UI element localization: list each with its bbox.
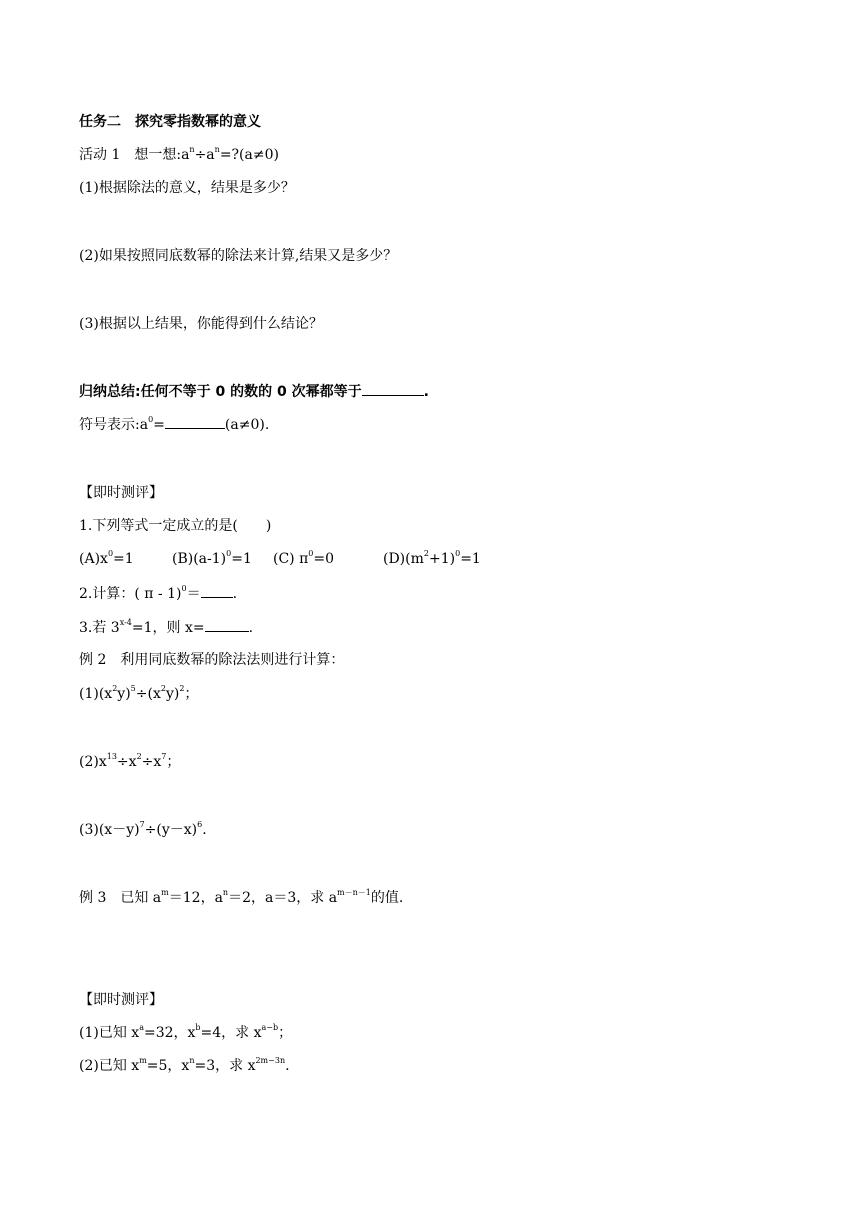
activity1-mid: ÷a — [194, 147, 215, 163]
quiz2-heading: 【即时测评】 — [79, 992, 163, 1008]
exponent: 2 — [160, 684, 166, 694]
exponent: x-4 — [119, 618, 132, 628]
text: =3，求 x — [194, 1058, 256, 1074]
quiz1-options — [79, 549, 499, 569]
text: =4，求 x — [200, 1025, 262, 1041]
exponent: a−b — [261, 1023, 279, 1033]
item3-end: . — [248, 620, 254, 636]
option-d-text: (D)(m — [383, 551, 424, 567]
text: (1)已知 x — [79, 1025, 140, 1041]
item3-mid: =1，则 x= — [131, 620, 205, 636]
text: 例 3 已知 a — [79, 890, 162, 906]
item2-end: . — [232, 586, 238, 602]
option-c-text: (C) π — [273, 551, 309, 567]
option-b-tail: =1 — [231, 551, 252, 567]
text: ÷(x — [135, 686, 161, 702]
quiz2-item1 — [79, 1023, 292, 1043]
option-a-text: (A)x — [79, 551, 108, 567]
quiz1-item1-stem: 1.下列等式一定成立的是( ) — [79, 518, 272, 534]
answer-blank[interactable] — [165, 414, 225, 429]
text: ÷x — [116, 754, 137, 770]
exponent: 0 — [181, 584, 187, 594]
question-2: (2)如果按照同底数幂的除法来计算,结果又是多少？ — [79, 248, 398, 264]
exponent: 0 — [308, 549, 314, 559]
option-d — [383, 549, 481, 569]
text: y) — [117, 686, 131, 702]
symbol-suffix: (a≠0). — [224, 417, 270, 433]
text: (2)x — [79, 754, 107, 770]
question-3: (3)根据以上结果，你能得到什么结论？ — [79, 316, 323, 332]
exponent: m－n－1 — [337, 888, 371, 898]
answer-blank[interactable] — [362, 381, 424, 396]
symbol-prefix: 符号表示:a — [79, 417, 149, 433]
exponent: 2m−3n — [255, 1056, 286, 1066]
example2-title: 例 2 利用同底数幂的除法法则进行计算： — [79, 652, 345, 668]
activity1-line — [79, 145, 279, 165]
exponent: 2 — [112, 684, 118, 694]
symbol-line — [79, 414, 269, 435]
option-c — [273, 549, 334, 569]
exponent: 6 — [197, 820, 203, 830]
text: . — [285, 1058, 290, 1074]
option-d-mid: +1) — [428, 551, 456, 567]
exponent: a — [139, 1023, 144, 1033]
text: ； — [184, 686, 199, 702]
text: ； — [278, 1025, 293, 1041]
quiz1-item2 — [79, 583, 237, 604]
quiz2-item2 — [79, 1056, 290, 1076]
text: ÷x — [141, 754, 162, 770]
task2-title: 任务二 探究零指数幂的意义 — [79, 114, 261, 130]
exponent: b — [195, 1023, 201, 1033]
exponent: 2 — [179, 684, 185, 694]
example2-part2 — [79, 752, 180, 772]
exponent: m — [139, 1056, 147, 1066]
activity1-prefix: 活动 1 想一想:a — [79, 147, 190, 163]
exponent: m — [161, 888, 169, 898]
item3-prefix: 3.若 3 — [79, 620, 120, 636]
text: (3)(x－y) — [79, 822, 140, 838]
example2-part3 — [79, 820, 207, 840]
exponent: 0 — [107, 549, 114, 559]
example2-part1 — [79, 684, 198, 704]
exponent: 5 — [130, 684, 136, 694]
exponent: 13 — [106, 752, 117, 762]
text: 的值. — [370, 890, 404, 906]
quiz1-item3 — [79, 617, 253, 638]
text: (2)已知 x — [79, 1058, 140, 1074]
exponent: 2 — [423, 549, 429, 559]
summary-line — [79, 381, 429, 402]
summary-end: . — [423, 384, 429, 400]
text: . — [202, 822, 207, 838]
exponent: 0 — [148, 415, 154, 425]
text: =32，x — [143, 1025, 196, 1041]
text: y) — [165, 686, 180, 702]
option-b-text: (B)(a-1) — [172, 551, 227, 567]
answer-blank[interactable] — [205, 617, 249, 632]
symbol-eq: = — [153, 417, 165, 433]
activity1-suffix: =?(a≠0) — [219, 147, 279, 163]
option-a — [79, 549, 134, 569]
option-b — [172, 549, 252, 569]
option-a-tail: =1 — [113, 551, 134, 567]
option-c-tail: =0 — [313, 551, 335, 567]
text: ； — [166, 754, 181, 770]
item2-suffix: ＝ — [186, 586, 201, 602]
exponent: 2 — [136, 752, 142, 762]
quiz1-heading: 【即时测评】 — [79, 485, 163, 501]
example3 — [79, 888, 403, 908]
exponent: n — [222, 888, 229, 898]
answer-blank[interactable] — [201, 583, 233, 598]
exponent: n — [189, 145, 195, 155]
summary-text: 归纳总结:任何不等于 0 的数的 0 次幂都等于 — [79, 384, 362, 400]
exponent: 7 — [139, 820, 145, 830]
exponent: n — [189, 1056, 195, 1066]
exponent: n — [214, 145, 220, 155]
text: ÷(y－x) — [144, 822, 198, 838]
text: ＝12，a — [168, 890, 223, 906]
text: (1)(x — [79, 686, 113, 702]
exponent: 0 — [226, 549, 232, 559]
item2-prefix: 2.计算：( π - 1) — [79, 586, 182, 602]
question-1: (1)根据除法的意义，结果是多少？ — [79, 180, 295, 196]
text: ＝2，a＝3，求 a — [228, 890, 338, 906]
option-d-tail: =1 — [460, 551, 481, 567]
text: =5，x — [146, 1058, 190, 1074]
exponent: 0 — [455, 549, 461, 559]
exponent: 7 — [161, 752, 167, 762]
